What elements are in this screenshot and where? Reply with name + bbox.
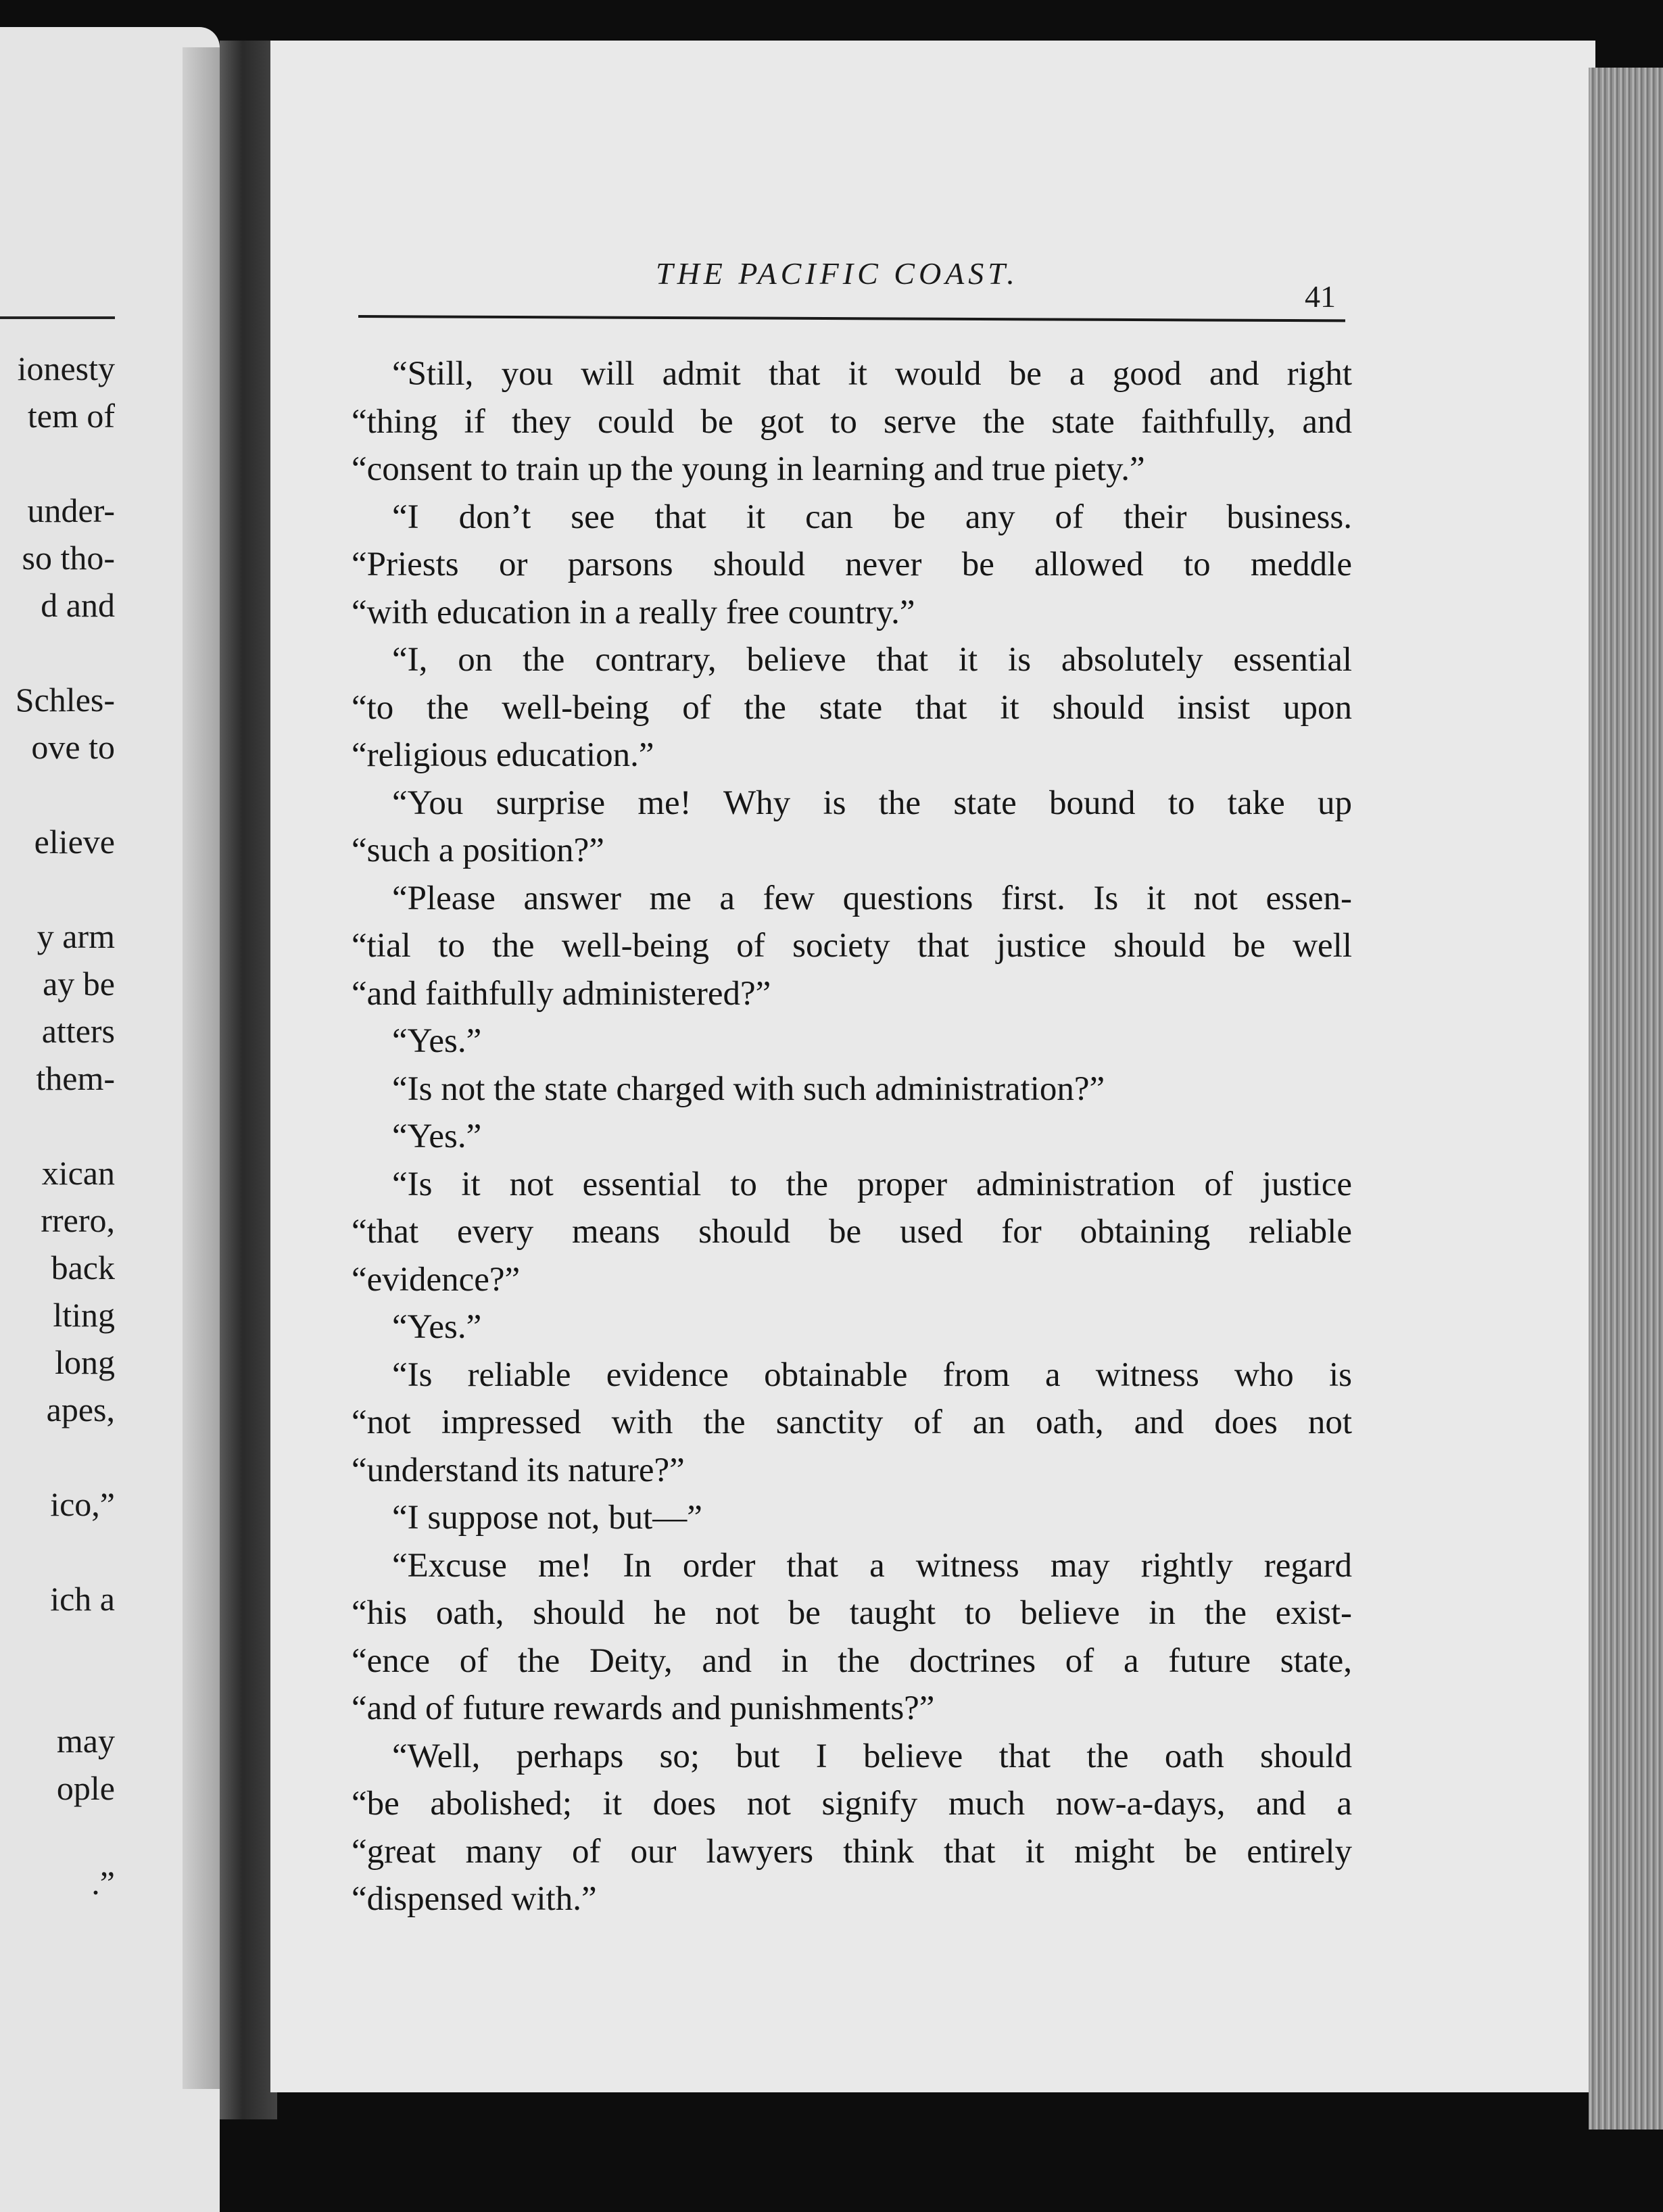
text-line: “Priests or parsons should never be allowed to meddle: [352, 546, 1352, 583]
book-binding: [220, 41, 277, 2119]
text-line: “Excuse me! In order that a witness may rightly regard: [392, 1546, 1352, 1585]
text-line: “his oath, should he not be taught to believe in the exist-: [352, 1594, 1352, 1632]
previous-page-line: ich a: [50, 1580, 115, 1618]
previous-page-line: ico,”: [50, 1485, 115, 1523]
previous-page-line: [0, 771, 115, 818]
previous-page-line: ay be: [43, 965, 115, 1003]
text-line: “evidence?”: [352, 1260, 521, 1299]
page-fore-edge: [1589, 68, 1663, 2130]
text-line: “Is not the state charged with such administration?”: [392, 1069, 1105, 1108]
previous-page-line: [0, 1812, 115, 1859]
previous-page-line: long: [55, 1343, 115, 1381]
text-line: “great many of our lawyers think that it might be entirely: [352, 1832, 1352, 1871]
text-line: “that every means should be used for obtaining reliable: [352, 1213, 1352, 1251]
text-line: “thing if they could be got to serve the state faithfully, and: [352, 402, 1352, 441]
text-line: “be abolished; it does not signify much now-a-days, and a: [352, 1785, 1352, 1823]
previous-page-line: [0, 1102, 115, 1149]
text-line: “religious education.”: [352, 736, 654, 774]
text-line: “Well, perhaps so; but I believe that the oath should: [392, 1737, 1352, 1775]
running-head: [358, 0, 1345, 379]
previous-page-line: .”: [91, 1864, 115, 1902]
previous-page-line: ove to: [31, 728, 115, 766]
previous-page-line: lting: [53, 1296, 115, 1334]
text-line: “dispensed with.”: [352, 1880, 597, 1918]
text-line: “Yes.”: [392, 1022, 482, 1060]
text-line: “not impressed with the sanctity of an oath, and does not: [352, 1403, 1352, 1441]
previous-page-text: [0, 345, 115, 1906]
text-line: “Is it not essential to the proper administration of justice: [392, 1165, 1352, 1203]
text-line: “ence of the Deity, and in the doctrines of a future state,: [352, 1641, 1352, 1680]
text-line: “Is reliable evidence obtainable from a witness who is: [392, 1355, 1352, 1394]
text-line: “and faithfully administered?”: [352, 974, 771, 1013]
text-line: “consent to train up the young in learning and true piety.”: [352, 450, 1145, 488]
text-line: “tial to the well-being of society that justice should be well: [352, 927, 1352, 965]
previous-page-line: [0, 629, 115, 676]
previous-page-line: [0, 1528, 115, 1575]
previous-page-line: [0, 865, 115, 913]
page-number: 41: [1305, 279, 1336, 314]
previous-page-line: [0, 439, 115, 487]
text-line: “Still, you will admit that it would be a good and right: [392, 355, 1352, 393]
previous-page-line: [0, 1622, 115, 1670]
running-title: THE PACIFIC COAST.: [656, 256, 1019, 291]
previous-page-line: elieve: [34, 823, 115, 861]
body-text: [352, 350, 1352, 1923]
text-line: “with education in a really free country.”: [352, 593, 915, 631]
previous-page-line: xican: [41, 1154, 115, 1192]
header-rule: [358, 315, 1345, 322]
previous-page-line: Schles-: [15, 681, 115, 719]
previous-page-rule: [0, 316, 115, 319]
text-line: “I don’t see that it can be any of their business.: [392, 498, 1352, 536]
previous-page-line: apes,: [46, 1391, 115, 1428]
previous-page-line: under-: [27, 491, 115, 529]
previous-page-line: [0, 1670, 115, 1717]
text-line: “Yes.”: [392, 1117, 482, 1155]
text-line: “I, on the contrary, believe that it is absolutely essential: [392, 641, 1352, 679]
previous-page-line: back: [51, 1249, 115, 1287]
text-line: “I suppose not, but—”: [392, 1499, 702, 1537]
text-line: “understand its nature?”: [352, 1451, 685, 1489]
previous-page-line: d and: [41, 586, 115, 624]
previous-page-line: rrero,: [41, 1201, 115, 1239]
text-line: “and of future rewards and punishments?”: [352, 1689, 935, 1727]
text-line: “You surprise me! Why is the state bound to take up: [392, 784, 1352, 822]
previous-page-line: so tho-: [22, 539, 115, 577]
text-line: “Yes.”: [392, 1308, 482, 1346]
previous-page-line: y arm: [37, 917, 115, 955]
previous-page-line: ionesty: [17, 350, 115, 387]
text-line: “Please answer me a few questions first. Is it not essen-: [392, 879, 1352, 917]
previous-page-line: tem of: [27, 397, 115, 435]
previous-page-line: [0, 1433, 115, 1481]
text-line: “such a position?”: [352, 832, 604, 869]
previous-page-line: them-: [36, 1059, 115, 1097]
previous-page-line: ople: [56, 1769, 115, 1807]
previous-page-line: may: [56, 1722, 115, 1760]
text-line: “to the well-being of the state that it should insist upon: [352, 688, 1352, 727]
previous-page-line: atters: [41, 1012, 115, 1050]
